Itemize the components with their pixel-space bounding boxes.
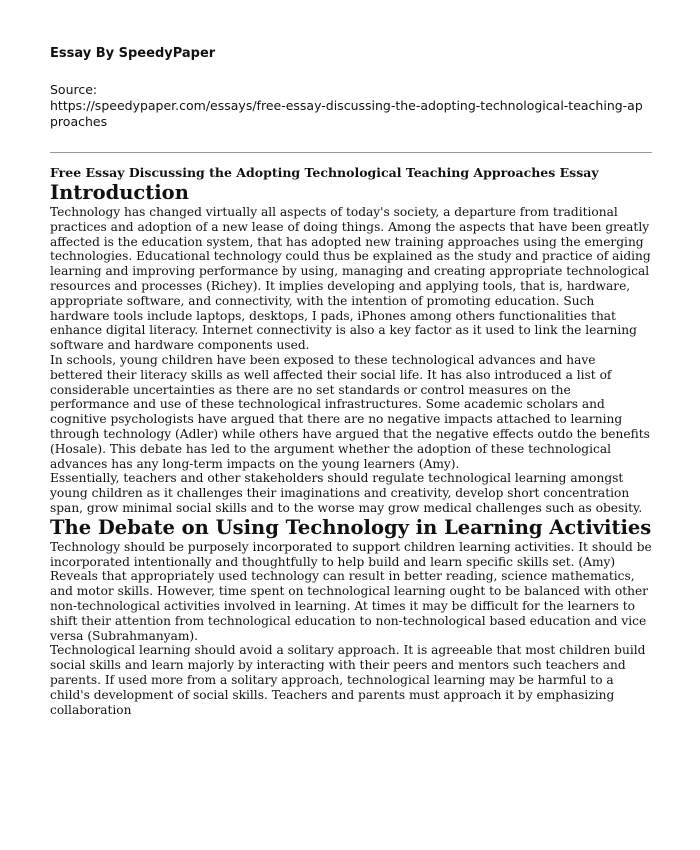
- source-url[interactable]: https://speedypaper.com/essays/free-essay-discussing-the-adopting-technological-teaching-approaches: [50, 98, 643, 129]
- paragraph: Essentially, teachers and other stakeholders should regulate technological learning amongst young children as it challenges their imaginations and creativity, develop short concentration span, grow minimal social skills and to the worse may grow medical challenges such as obesity.: [50, 471, 643, 515]
- header-divider: [50, 152, 652, 153]
- section-heading-debate: The Debate on Using Technology in Learning Activities: [50, 515, 652, 539]
- source-label: Source:: [50, 82, 98, 97]
- paragraph: Technology has changed virtually all aspects of today's society, a departure from traditional practices and adoption of a new lease of doing things. Among the aspects that have been greatly affected is the education system, that has adopted new training approaches using the emerging technologies. Educational technology could thus be explained as the study and practice of aiding learning and improving performance by using, managing and creating appropriate technological resources and processes (Richey). It implies developing and applying tools, that is, hardware, appropriate software, and connectivity, with the intention of promoting education. Such hardware tools include laptops, desktops, I pads, iPhones among others functionalities that enhance digital literacy. Internet connectivity is also a key factor as it used to link the learning software and hardware components used.: [50, 205, 651, 353]
- document-title: Free Essay Discussing the Adopting Technological Teaching Approaches Essay: [50, 165, 599, 180]
- document-page: [50, 0, 652, 717]
- paragraph: Technology should be purposely incorporated to support children learning activities. It should be incorporated intentionally and thoughtfully to help build and learn specific skills set. (Amy) Reveals that appropriately used technology can result in better reading, science mathematics, and motor skills. However, time spent on technological learning ought to be balanced with other non-technological activities involved in learning. At times it may be difficult for the learners to shift their attention from technological education to non-technological based education and vice versa (Subrahmanyam).: [50, 539, 652, 643]
- section-heading-introduction: Introduction: [50, 181, 189, 204]
- site-title: Essay By SpeedyPaper: [50, 46, 216, 61]
- paragraph: In schools, young children have been exposed to these technological advances and have bettered their literacy skills as well affected their social life. It has also introduced a list of considerable uncertainties as there are no set standards or control measures on the performance and use of these technological infrastructures. Some academic scholars and cognitive psychologists have argued that there are no negative impacts attached to learning through technology (Adler) while others have argued that the negative effects outdo the benefits (Hosale). This debate has led to the argument whether the adoption of these technological advances has any long-term impacts on the young learners (Amy).: [50, 352, 650, 471]
- paragraph: Technological learning should avoid a solitary approach. It is agreeable that most children build social skills and learn majorly by interacting with their peers and mentors such teachers and parents. If used more from a solitary approach, technological learning may be harmful to a child's development of social skills. Teachers and parents must approach it by emphasizing collaboration: [50, 643, 646, 717]
